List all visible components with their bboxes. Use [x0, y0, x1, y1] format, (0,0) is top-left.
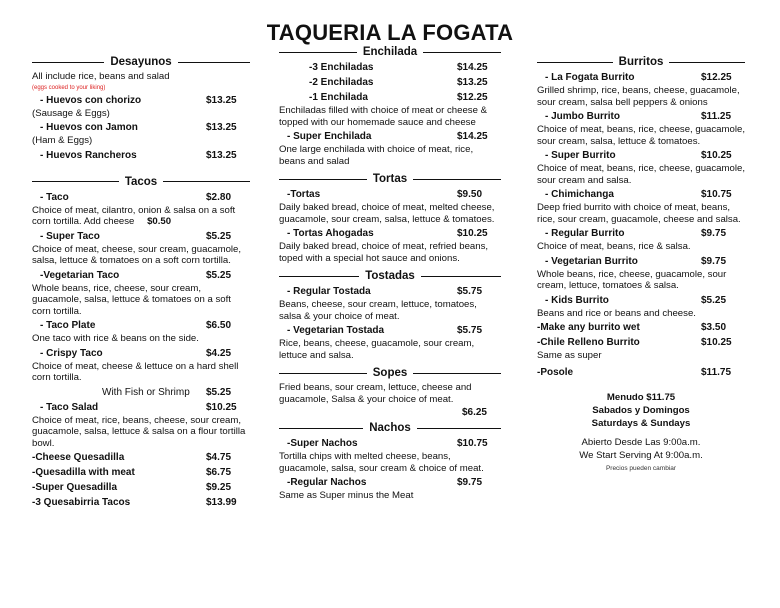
item-name: - Regular Tostada	[287, 286, 371, 297]
menu-item	[279, 61, 501, 74]
item-price: $2.80	[206, 191, 232, 203]
item-price: $10.75	[457, 438, 488, 449]
column-left	[32, 44, 250, 510]
item-price: $10.25	[206, 401, 237, 413]
item-price: $9.75	[457, 477, 483, 488]
section-title: Tacos	[124, 175, 158, 188]
taco-desc-text: Choice of meat, cilantro, onion & salsa on a soft corn tortilla. Add cheese	[32, 204, 236, 227]
divider	[279, 179, 367, 180]
days-english: Saturdays & Sundays	[591, 417, 691, 429]
footer	[537, 391, 745, 475]
item-name: -3 Quesabirria Tacos	[32, 497, 131, 508]
menu-item	[279, 91, 501, 104]
section-burritos	[537, 56, 745, 68]
item-desc: Same as Super minus the Meat	[279, 490, 414, 501]
item-desc: Beans and rice or beans and cheese.	[537, 307, 696, 319]
menu-item	[537, 149, 745, 162]
section-title: Tortas	[372, 173, 408, 185]
item-desc: (Sausage & Eggs)	[32, 107, 110, 119]
hours-spanish: Abierto Desde Las 9:00a.m.	[581, 436, 701, 448]
menu-item	[279, 476, 501, 489]
item-name: - Chimichanga	[545, 189, 614, 200]
menu-item	[537, 71, 745, 84]
section-sopes	[279, 367, 501, 379]
menu-item	[32, 269, 250, 282]
restaurant-title: TAQUERIA LA FOGATA	[266, 20, 514, 45]
item-name: - Super Enchilada	[287, 131, 372, 142]
item-price: $6.50	[206, 320, 232, 331]
item-price: $14.25	[457, 62, 488, 73]
item-price: $5.75	[457, 325, 483, 336]
item-name: - Tortas Ahogadas	[287, 228, 374, 239]
menu-item	[32, 230, 250, 243]
menu-item	[32, 319, 250, 332]
item-price: $12.25	[457, 92, 488, 103]
menu-item	[537, 366, 745, 379]
menu-item	[32, 496, 250, 509]
section-tacos	[32, 176, 250, 188]
item-name: -3 Enchiladas	[309, 62, 374, 73]
price-disclaimer: Precios pueden cambiar	[605, 464, 677, 472]
section-title: Nachos	[369, 422, 411, 434]
item-price: $14.25	[457, 131, 488, 142]
item-desc: Same as super	[537, 350, 602, 361]
menu-item	[32, 191, 250, 204]
divider	[537, 62, 613, 63]
item-desc: Grilled shrimp, rice, beans, cheese, guacamole, sour cream, salsa bell peppers & onions	[537, 85, 740, 108]
fish-option	[32, 386, 250, 399]
item-name: -Make any burrito wet	[537, 322, 640, 333]
section-title: Desayunos	[110, 56, 172, 68]
menu-item	[32, 401, 250, 414]
item-name: - Crispy Taco	[40, 347, 103, 359]
menu-item	[537, 188, 745, 201]
item-desc: Choice of meat, beans, rice, cheese, guacamole, sour cream and salsa.	[537, 163, 745, 186]
menu-item	[32, 149, 250, 162]
item-price: $13.25	[457, 77, 488, 88]
item-price: $4.25	[206, 347, 232, 359]
column-right	[537, 44, 745, 475]
item-name: - Kids Burrito	[545, 294, 609, 306]
item-price: $13.25	[206, 94, 237, 106]
divider	[417, 428, 501, 429]
item-desc: (Ham & Eggs)	[32, 135, 93, 146]
item-price: $9.50	[457, 189, 483, 200]
menu-item	[32, 94, 250, 107]
item-desc: Tortilla chips with melted cheese, beans, guacamole, salsa, sour cream & choice of meat.	[279, 451, 484, 474]
item-price: $11.25	[701, 111, 732, 122]
item-name: -Tortas	[287, 189, 321, 200]
menu-item	[32, 121, 250, 134]
divider	[413, 373, 501, 374]
menu-item	[279, 76, 501, 89]
item-price: $4.75	[206, 452, 232, 463]
section-title: Tostadas	[365, 270, 415, 282]
item-price: $10.25	[701, 150, 732, 161]
item-price: $13.99	[206, 497, 237, 508]
item-name: -Chile Relleno Burrito	[537, 337, 640, 348]
item-price: $9.75	[701, 255, 727, 267]
item-name: - Huevos con Jamon	[40, 122, 138, 133]
item-desc: Whole beans, rice, cheese, guacamole, sour cream, lettuce, tomatoes & salsa.	[537, 268, 727, 291]
item-name: - Vegetarian Burrito	[545, 255, 638, 267]
divider	[163, 181, 250, 182]
item-desc: Choice of meat, beans, rice & salsa.	[537, 241, 691, 252]
divider	[279, 276, 359, 277]
divider	[178, 62, 250, 63]
menu-item	[279, 188, 501, 201]
divider	[413, 179, 501, 180]
item-name: -Super Quesadilla	[32, 482, 118, 493]
menu-item	[279, 130, 501, 143]
enchilada-desc: Enchiladas filled with choice of meat or cheese & topped with our homemade sauce and cheese	[279, 105, 487, 128]
menu-item	[537, 110, 745, 123]
item-price: $10.25	[701, 337, 732, 348]
section-title: Sopes	[372, 367, 408, 379]
item-desc: Beans, cheese, sour cream, lettuce, tomatoes, salsa & your choice of meat.	[279, 299, 477, 322]
item-desc: One taco with rice & beans on the side.	[32, 333, 199, 344]
item-desc	[32, 205, 250, 228]
item-name: -Vegetarian Taco	[40, 269, 120, 281]
item-name: -1 Enchilada	[309, 92, 368, 103]
divider	[279, 52, 357, 53]
item-price: $10.75	[701, 189, 732, 200]
divider	[669, 62, 745, 63]
desayunos-note: (eggs cooked to your liking)	[32, 84, 106, 91]
item-price: $3.50	[701, 322, 727, 333]
menudo-line: Menudo $11.75	[606, 391, 676, 403]
item-name: -Posole	[537, 366, 574, 378]
menu-item	[537, 336, 745, 349]
item-desc: Rice, beans, cheese, guacamole, sour cream, lettuce and salsa.	[279, 338, 475, 361]
item-price: $12.25	[701, 72, 732, 83]
item-name: - Regular Burrito	[545, 228, 625, 239]
item-desc: Whole beans, rice, cheese, sour cream, guacamole, salsa, lettuce & tomatoes on a soft corn tortilla.	[32, 282, 231, 317]
item-name: - Vegetarian Tostada	[287, 325, 385, 336]
divider	[279, 373, 367, 374]
item-name: - Taco Salad	[40, 401, 99, 413]
section-title: Burritos	[618, 56, 664, 68]
menu-item	[32, 466, 250, 479]
item-name: -Cheese Quesadilla	[32, 452, 125, 463]
section-nachos	[279, 422, 501, 434]
item-price: $13.25	[206, 122, 237, 133]
column-middle	[279, 44, 501, 504]
section-title: Enchilada	[362, 46, 418, 58]
divider	[279, 428, 363, 429]
item-desc: Deep fried burrito with choice of meat, beans, rice, sour cream, guacamole, cheese and salsa.	[537, 202, 741, 225]
fish-label: With Fish or Shrimp	[102, 386, 190, 398]
item-desc: Choice of meat, cheese & lettuce on a hard shell corn tortilla.	[32, 360, 239, 383]
menu-item	[537, 227, 745, 240]
item-desc: One large enchilada with choice of meat, rice, beans and salad	[279, 144, 474, 167]
sopes-price: $6.25	[461, 407, 487, 418]
item-desc: Choice of meat, cheese, sour cream, guacamole, salsa, lettuce & tomatoes on a soft corn tortilla.	[32, 243, 242, 266]
item-name: - Huevos Rancheros	[40, 149, 137, 161]
item-price: $11.75	[701, 366, 732, 378]
menu-item	[537, 255, 745, 268]
item-desc: Choice of meat, beans, rice, cheese, guacamole, sour cream, salsa, lettuce & tomatoes.	[537, 124, 745, 147]
item-name: - Taco Plate	[40, 320, 96, 331]
item-name: -Quesadilla with meat	[32, 467, 135, 478]
item-price: $5.75	[457, 286, 483, 297]
item-price: $5.25	[206, 269, 232, 281]
menu-item	[279, 227, 501, 240]
item-name: -Regular Nachos	[287, 477, 367, 488]
divider	[32, 62, 104, 63]
menu-item	[279, 285, 501, 298]
item-price: $13.25	[206, 149, 237, 161]
item-name: - Super Burrito	[545, 150, 616, 161]
item-name: - Super Taco	[40, 230, 100, 242]
item-price: $9.25	[206, 482, 232, 493]
menu-item	[279, 437, 501, 450]
item-name: - Taco	[40, 191, 69, 203]
item-name: -Super Nachos	[287, 438, 358, 449]
menu-item	[32, 451, 250, 464]
item-price: $6.75	[206, 467, 232, 478]
divider	[421, 276, 501, 277]
divider	[32, 181, 119, 182]
item-desc: Daily baked bread, choice of meat, melted cheese, guacamole, sour cream, salsa, lettuce & tomatoes.	[279, 202, 495, 225]
item-price: $10.25	[457, 228, 488, 239]
menu-item	[279, 324, 501, 337]
desayunos-intro: All include rice, beans and salad	[32, 71, 170, 82]
item-desc: Daily baked bread, choice of meat, refried beans, toped with a special hot sauce and onions.	[279, 241, 489, 264]
add-cheese-price: $0.50	[147, 216, 172, 227]
menu-item	[537, 294, 745, 307]
item-name: - La Fogata Burrito	[545, 72, 635, 83]
section-desayunos	[32, 56, 250, 68]
section-enchilada	[279, 46, 501, 58]
item-desc: Choice of meat, rice, beans, cheese, sour cream, guacamole, salsa, lettuce & salsa on a flour tortilla bowl.	[32, 414, 246, 449]
sopes-desc: Fried beans, sour cream, lettuce, cheese and guacamole, Salsa & your choice of meat.	[279, 382, 472, 405]
hours-english: We Start Serving At 9:00a.m.	[579, 449, 703, 461]
item-name: - Huevos con chorizo	[40, 94, 142, 106]
days-spanish: Sabados y Domingos	[592, 404, 690, 416]
divider	[423, 52, 501, 53]
section-tortas	[279, 173, 501, 185]
item-name: - Jumbo Burrito	[545, 111, 620, 122]
menu-item	[32, 347, 250, 360]
menu-item	[32, 481, 250, 494]
section-tostadas	[279, 270, 501, 282]
menu-item	[537, 321, 745, 334]
item-price: $9.75	[701, 228, 727, 239]
item-price: $5.25	[701, 294, 727, 306]
fish-price: $5.25	[206, 386, 232, 398]
item-name: -2 Enchiladas	[309, 77, 374, 88]
item-price: $5.25	[206, 230, 232, 242]
